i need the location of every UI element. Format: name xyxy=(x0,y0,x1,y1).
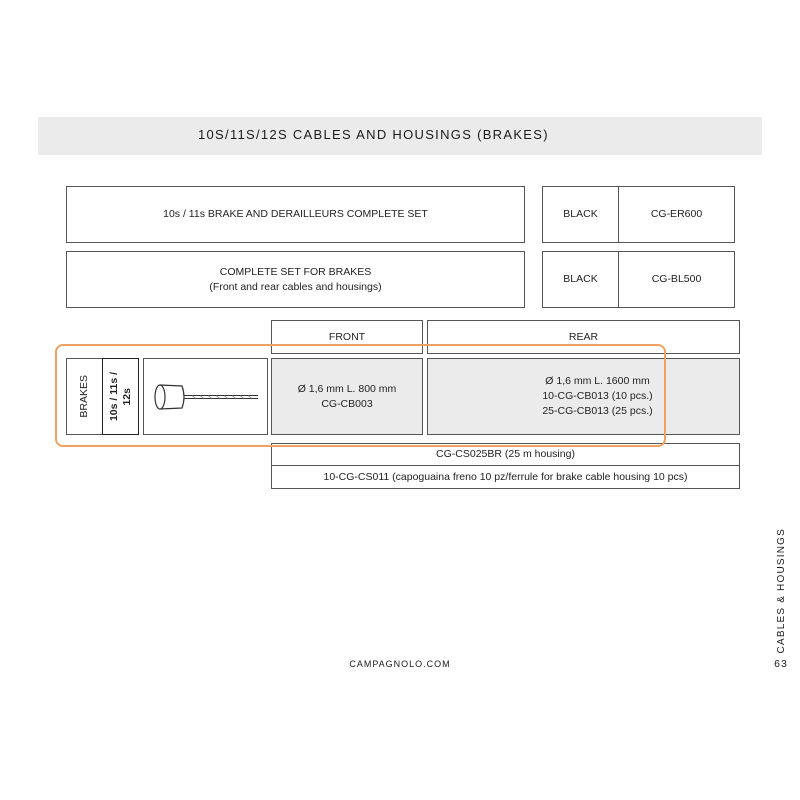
set-description-er600 xyxy=(66,186,525,243)
highlight-outline xyxy=(55,344,666,447)
footer-link[interactable]: CAMPAGNOLO.COM xyxy=(349,659,451,669)
color-text: BLACK xyxy=(563,273,598,285)
rear-code-25: 25-CG-CB013 (25 pcs.) xyxy=(542,405,653,417)
code-cell-bl500 xyxy=(618,251,735,308)
rear-header-text: REAR xyxy=(568,330,599,343)
code-text: CG-BL500 xyxy=(651,273,702,285)
set-description-text: 10s / 11s BRAKE AND DERAILLEURS COMPLETE SET xyxy=(163,208,428,220)
side-section-label-text: CABLES & HOUSINGS xyxy=(775,528,787,654)
color-text: BLACK xyxy=(563,208,598,220)
front-code: CG-CB003 xyxy=(321,397,373,410)
page-number: 63 xyxy=(774,658,788,670)
color-cell-bl500 xyxy=(542,251,619,308)
set-description-line2: (Front and rear cables and housings) xyxy=(209,280,382,293)
code-cell-er600 xyxy=(618,186,735,243)
set-description-line1: COMPLETE SET FOR BRAKES xyxy=(219,265,372,278)
brakes-label: BRAKES xyxy=(78,375,90,418)
speed-label-2: 12s xyxy=(120,387,133,406)
ferrule-text: 10-CG-CS011 (capoguaina freno 10 pz/ferrule for brake cable housing 10 pcs) xyxy=(323,470,688,483)
rear-spec: Ø 1,6 mm L. 1600 mm xyxy=(545,375,650,387)
front-spec: Ø 1,6 mm L. 800 mm xyxy=(297,382,397,395)
housing-text: CG-CS025BR (25 m housing) xyxy=(436,448,575,460)
front-header-text: FRONT xyxy=(328,330,366,343)
speed-label-1: 10s / 11s / xyxy=(107,371,120,422)
code-text: CG-ER600 xyxy=(650,208,703,220)
ferrule-row xyxy=(271,465,740,489)
set-description-bl500 xyxy=(66,251,525,308)
side-section-label xyxy=(772,528,790,654)
rear-code-10: 10-CG-CB013 (10 pcs.) xyxy=(542,390,653,402)
color-cell-er600 xyxy=(542,186,619,243)
page-title: 10S/11S/12S CABLES AND HOUSINGS (BRAKES) xyxy=(198,127,549,142)
